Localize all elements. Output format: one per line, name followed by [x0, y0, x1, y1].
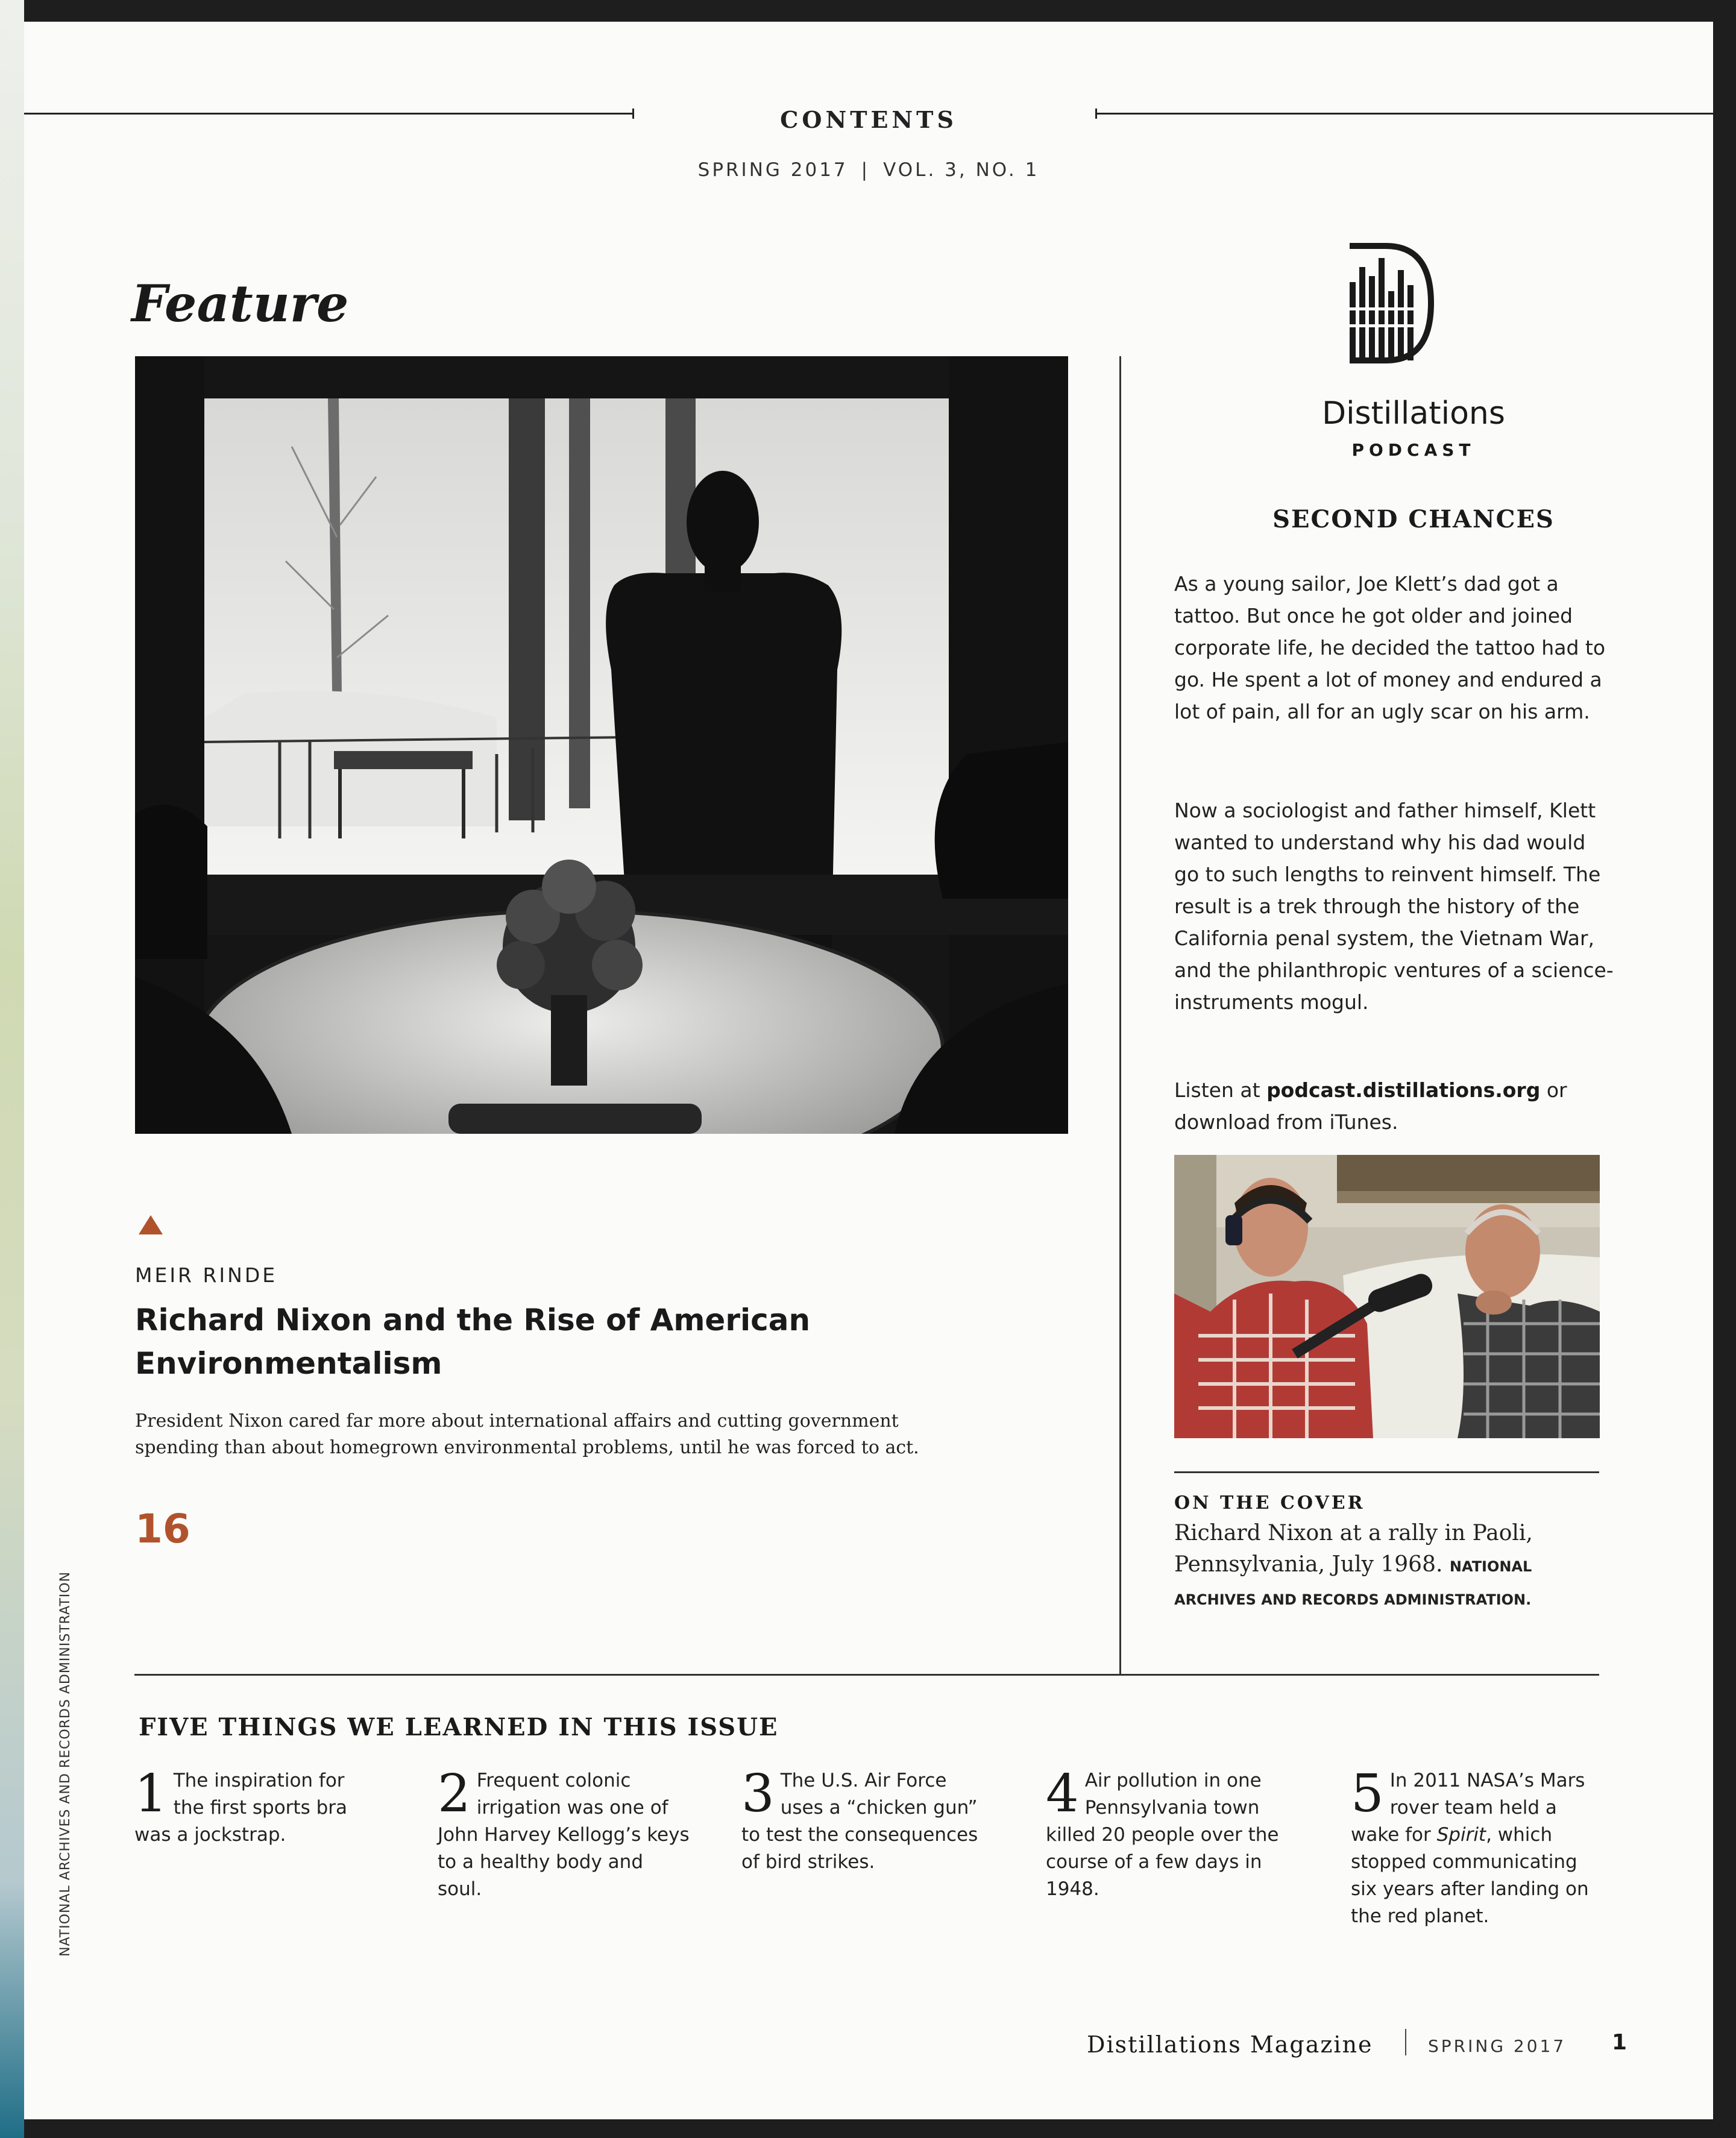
item-text: Air pollution in one Pennsylvania town killed 20 people over the course of a few days in 1948.	[1046, 1770, 1279, 1900]
item-number: 4	[1046, 1764, 1079, 1824]
item-text-before: In 2011 NASA’s Mars rover team held a wake for	[1351, 1770, 1585, 1846]
feature-photo[interactable]	[135, 356, 1068, 1134]
feature-heading[interactable]: Feature	[131, 274, 349, 333]
podcast-link[interactable]: podcast.distillations.org	[1266, 1078, 1541, 1102]
episode-paragraph-2: Now a sociologist and father himself, Klett wanted to understand why his dad would go to such lengths to reinvent himself. The result is a trek through the history of the California penal system, the Vietnam War, and the philanthropic ventures of a science-instruments mogul.	[1174, 799, 1614, 1014]
episode-paragraph-1: As a young sailor, Joe Klett’s dad got a tattoo. But once he got older and joined corporate life, he decided the tattoo had to go. He spent a lot of money and endured a lot of pain, all for an ugly scar on his arm.	[1174, 572, 1606, 723]
five-things-item-4	[1046, 1764, 1299, 1903]
cover-heading: ON THE COVER	[1174, 1492, 1365, 1514]
five-things-rule	[134, 1674, 1599, 1676]
issue-separator: |	[861, 159, 870, 181]
footer-page-number: 1	[1612, 2030, 1628, 2055]
item-text: The U.S. Air Force uses a “chicken gun” to test the consequences of bird strikes.	[741, 1770, 978, 1873]
listen-suffix: or download from iTunes.	[1174, 1078, 1567, 1134]
podcast-name: Distillations	[1322, 395, 1505, 432]
feature-title[interactable]: Richard Nixon and the Rise of American Environmentalism	[135, 1303, 811, 1381]
feature-author: MEIR RINDE	[135, 1263, 278, 1287]
five-things-item-2	[438, 1764, 691, 1903]
magazine-page	[24, 22, 1713, 2119]
podcast-photo-illustration	[1174, 1155, 1600, 1438]
item-text: The inspiration for the first sports bra was a jockstrap.	[134, 1770, 347, 1846]
five-things-item-3	[741, 1764, 995, 1876]
triangle-marker-icon	[139, 1215, 163, 1234]
cover-rule	[1174, 1471, 1599, 1473]
vertical-photo-credit: NATIONAL ARCHIVES AND RECORDS ADMINISTRATION	[58, 1571, 73, 1957]
issue-volume: VOL. 3, NO. 1	[883, 159, 1040, 181]
item-number: 1	[134, 1764, 168, 1824]
feature-description: President Nixon cared far more about international affairs and cutting government spending than about homegrown environmental problems, until he was forced to act.	[135, 1410, 919, 1458]
footer-season: SPRING 2017	[1428, 2036, 1567, 2056]
footer-magazine-name: Distillations Magazine	[1087, 2031, 1373, 2058]
footer-separator	[1405, 2029, 1406, 2055]
item-text-after: , which stopped communicating six years after landing on the red planet.	[1351, 1824, 1589, 1927]
podcast-subtitle: PODCAST	[1351, 440, 1476, 460]
distillations-d-logo-icon	[1338, 234, 1440, 373]
page-edge	[0, 0, 24, 2138]
issue-info	[24, 159, 1713, 181]
feature-photo-illustration	[135, 356, 1068, 1134]
item-text-emphasis: Spirit	[1436, 1824, 1486, 1846]
five-things-item-1	[134, 1764, 376, 1849]
feature-page-number[interactable]: 16	[135, 1506, 190, 1552]
five-things-item-5	[1351, 1764, 1598, 1930]
item-number: 2	[438, 1764, 471, 1824]
section-title: CONTENTS	[780, 106, 957, 133]
item-number: 3	[741, 1764, 775, 1824]
listen-prefix: Listen at	[1174, 1078, 1260, 1102]
item-text: Frequent colonic irrigation was one of John Harvey Kellogg’s keys to a healthy body and soul.	[438, 1770, 690, 1900]
five-things-heading: FIVE THINGS WE LEARNED IN THIS ISSUE	[139, 1713, 779, 1741]
listen-line	[1174, 1074, 1614, 1138]
cover-caption-block	[1174, 1518, 1608, 1615]
issue-season: SPRING 2017	[697, 159, 848, 181]
cover-caption: Richard Nixon at a rally in Paoli, Pennsylvania, July 1968.	[1174, 1521, 1533, 1577]
cover-credit: NATIONAL ARCHIVES AND RECORDS ADMINISTRATION.	[1174, 1558, 1532, 1608]
column-divider	[1119, 356, 1121, 1674]
podcast-photo[interactable]	[1174, 1155, 1600, 1438]
item-number: 5	[1351, 1764, 1384, 1824]
episode-title: SECOND CHANCES	[1272, 505, 1555, 533]
